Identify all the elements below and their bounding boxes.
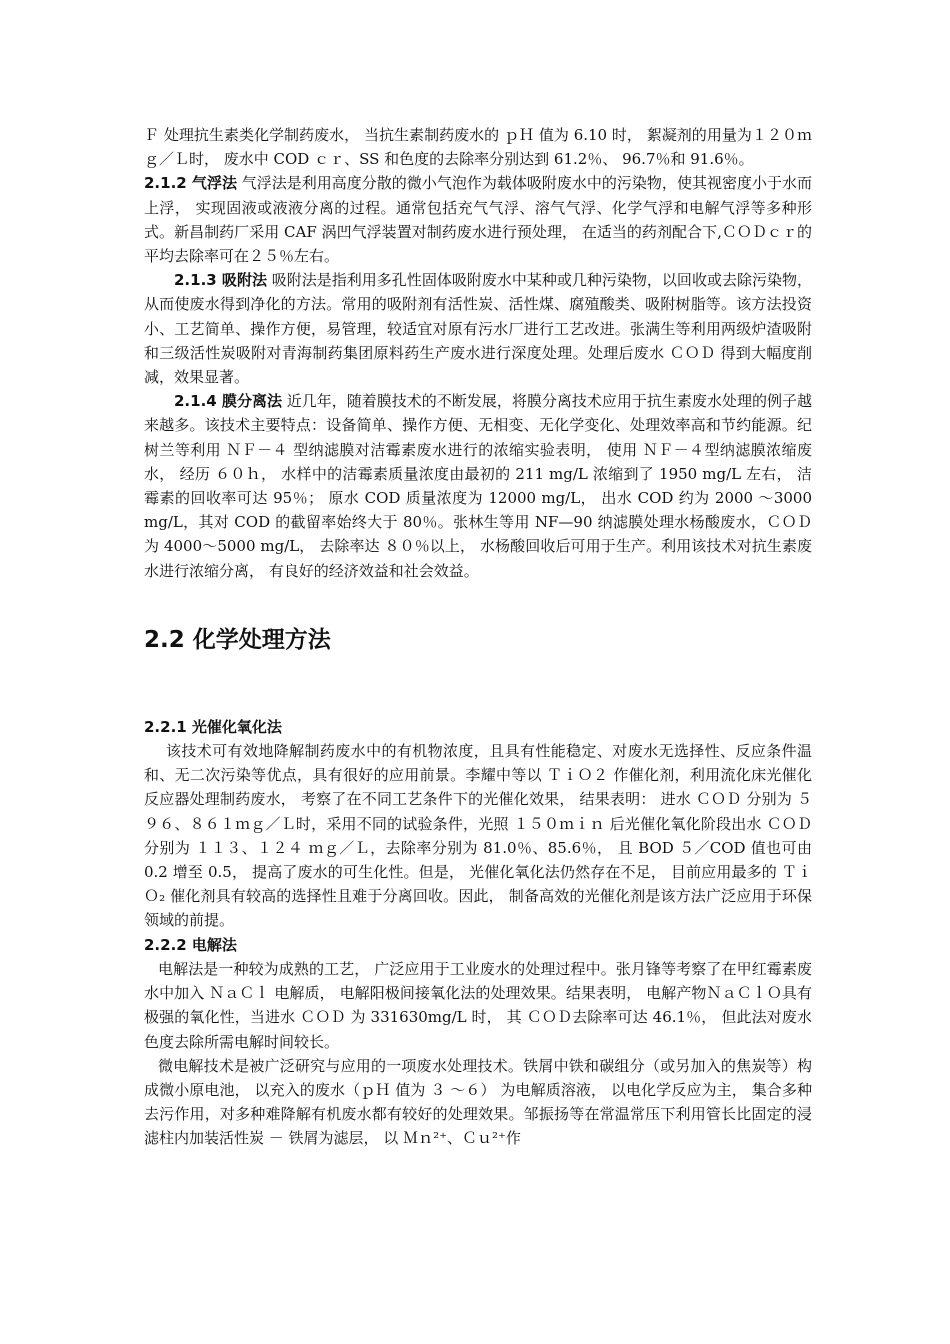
heading-2-1-2: 2.1.2 气浮法 — [144, 174, 237, 193]
paragraph-photocatalysis: 该技术可有效地降解制药废水中的有机物浓度，且具有性能稳定、对废水无选择性、反应条件温和、无二次污染等优点，具有很好的应用前景。李耀中等以 ＴｉＯ２ 作催化剂，利用流化床光催化反应器处理制药废水， 考察了在不同工艺条件下的光催化效果， 结果表明： 进水 ＣＯＤ 分别为 ５９６、８６１ｍｇ／Ｌ时，采用不同的试验条件，光照 １５０ｍｉｎ 后光催化氧化阶段出水 ＣＯＤ 分别为 １１３、１２４ ｍｇ／Ｌ，去除率分别为 81.0％、85.6％， 且 BOD ５／COD 值也可由 0.2 增至 0.5， 提高了废水的可生化性。但是， 光催化氧化法仍然存在不足， 目前应用最多的 ＴｉＯ₂ 催化剂具有较高的选择性且难于分离回收。因此， 制备高效的光催化剂是该方法广泛应用于环保领域的前提。 — [144, 742, 812, 930]
paragraph-air-flotation-text: 气浮法是利用高度分散的微小气泡作为载体吸附废水中的污染物，使其视密度小于水而上浮， 实现固液或液液分离的过程。通常包括充气气浮、溶气气浮、化学气浮和电解气浮等多种形式。新昌制药厂采用 CAF 涡凹气浮装置对制药废水进行预处理， 在适当的药剂配合下,ＣＯＤｃｒ的平均去除率可在２５％左右。 — [144, 174, 812, 266]
heading-2-1-3: 2.1.3 吸附法 — [174, 271, 267, 290]
heading-2-2-1: 2.2.1 光催化氧化法 — [144, 717, 282, 736]
heading-2-1-4: 2.1.4 膜分离法 — [174, 392, 282, 411]
paragraph-electrolysis: 电解法是一种较为成熟的工艺， 广泛应用于工业废水的处理过程中。张月锋等考察了在甲红霉素废水中加入 ＮａＣｌ 电解质， 电解阳极间接氧化法的处理效果。结果表明， 电解产物ＮａＣｌＯ具有极强的氧化性，当进水 ＣＯＤ 为 331630mg/L 时， 其 ＣＯＤ去除率可达 46.1％， 但此法对废水色度去除所需电解时间较长。 — [144, 959, 812, 1051]
paragraph-flocculation-result: Ｆ 处理抗生素类化学制药废水， 当抗生素制药废水的 ｐＨ 值为 6.10 时， 絮凝剂的用量为１２０ｍｇ／Ｌ时， 废水中 COD ｃｒ、SS 和色度的去除率分别达到 61.2％、 96.7％和 91.6％。 — [144, 126, 812, 169]
document-page — [144, 123, 812, 1151]
paragraph-membrane — [144, 389, 812, 583]
paragraph-air-flotation — [144, 171, 812, 268]
paragraph-adsorption — [144, 268, 812, 389]
heading-2-2-2: 2.2.2 电解法 — [144, 935, 237, 954]
paragraph-adsorption-text: 吸附法是指利用多孔性固体吸附废水中某种或几种污染物，以回收或去除污染物，从而使废水得到净化的方法。常用的吸附剂有活性炭、活性煤、腐殖酸类、吸附树脂等。该方法投资小、工艺简单、操作方便，易管理，较适宜对原有污水厂进行工艺改进。张满生等利用两级炉渣吸附和三级活性炭吸附对青海制药集团原料药生产废水进行深度处理。处理后废水 ＣＯＤ 得到大幅度削减，效果显著。 — [144, 271, 812, 387]
paragraph-micro-electrolysis: 微电解技术是被广泛研究与应用的一项废水处理技术。铁屑中铁和碳组分（或另加入的焦炭等）构成微小原电池， 以充入的废水（ｐＨ 值为 ３ ～６） 为电解质溶液， 以电化学反应为主， 集合多种去污作用，对多种难降解有机废水都有较好的处理效果。邹振扬等在常温常压下利用管长比固定的浸滤柱内加装活性炭 － 铁屑为滤层， 以 Ｍｎ²⁺、Ｃｕ²⁺作 — [144, 1056, 812, 1148]
paragraph-membrane-text: 近几年，随着膜技术的不断发展，将膜分离技术应用于抗生素废水处理的例子越来越多。该技术主要特点：设备简单、操作方便、无相变、无化学变化、处理效率高和节约能源。纪树兰等利用 ＮＦ－４ 型纳滤膜对洁霉素废水进行的浓缩实验表明， 使用 ＮＦ－４型纳滤膜浓缩废水， 经历 ６０ｈ， 水样中的洁霉素质量浓度由最初的 211 mg/L 浓缩到了 1950 mg/L 左右， 洁霉素的回收率可达 95％； 原水 COD 质量浓度为 12000 mg/L， 出水 COD 约为 2000 ～3000 mg/L，其对 COD 的截留率始终大于 80％。张林生等用 NF—90 纳滤膜处理水杨酸废水，ＣＯＤ为 4000～5000 mg/L， 去除率达 ８０％以上， 水杨酸回收后可用于生产。利用该技术对抗生素废水进行浓缩分离， 有良好的经济效益和社会效益。 — [144, 392, 812, 580]
section-heading-2-2: 2.2 化学处理方法 — [144, 626, 331, 653]
